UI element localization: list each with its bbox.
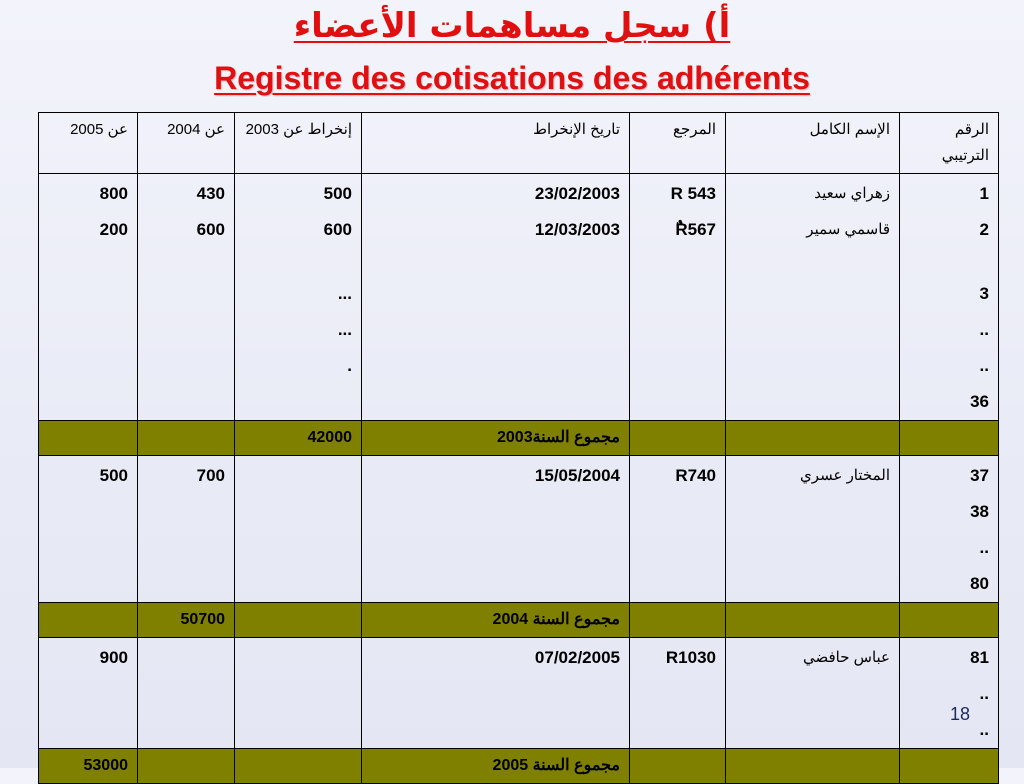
header-serial: الرقم الترتيبي: [900, 113, 999, 174]
subtotal-value: 42000: [235, 421, 362, 456]
reference-cell: [630, 638, 726, 749]
fee-2005-value: 800: [99, 184, 128, 203]
name-cell: [726, 174, 900, 421]
fee-2005-value: 200: [99, 220, 128, 239]
subtotal-empty-cell: [39, 603, 138, 638]
fee-2003-value: ...: [337, 284, 352, 303]
page-title-french-text: Registre des cotisations des adhérents: [214, 60, 810, 96]
member-reference: R 543: [670, 184, 716, 203]
serial-value: 1: [979, 184, 989, 203]
subtotal-empty-cell: [726, 749, 900, 784]
serial-value: 80: [970, 574, 989, 593]
subtotal-empty-cell: [630, 749, 726, 784]
fee-2004-cell: [138, 456, 235, 603]
header-join-date: تاريخ الإنخراط: [362, 113, 630, 174]
serial-value: ..: [979, 356, 989, 375]
join-date-cell: [362, 174, 630, 421]
serial-value: ..: [979, 320, 989, 339]
name-cell: [726, 638, 900, 749]
subtotal-row-2003: [39, 421, 999, 456]
subtotal-empty-cell: [235, 749, 362, 784]
header-full-name: الإسم الكامل: [726, 113, 900, 174]
member-reference: R1030: [665, 648, 716, 667]
fee-2003-cell: [235, 174, 362, 421]
subtotal-empty-cell: [39, 421, 138, 456]
header-fee-2005: عن 2005: [39, 113, 138, 174]
spacer: [909, 248, 989, 276]
table-row-block-2004: [39, 456, 999, 603]
fee-2004-value: 600: [196, 220, 225, 239]
member-name: زهراي سعيد: [814, 185, 890, 202]
fee-2003-value: 500: [323, 184, 352, 203]
serial-value: ..: [979, 684, 989, 703]
fee-2005-cell: [39, 174, 138, 421]
member-reference: R740: [675, 466, 716, 485]
header-fee-2003: إنخراط عن 2003: [235, 113, 362, 174]
subtotal-empty-cell: [138, 421, 235, 456]
subtotal-value: 50700: [138, 603, 235, 638]
subtotal-empty-cell: [630, 421, 726, 456]
name-cell: [726, 456, 900, 603]
header-reference: المرجع: [630, 113, 726, 174]
member-name: المختار عسري: [800, 467, 890, 484]
fee-2003-value: ...: [337, 320, 352, 339]
join-date: 07/02/2005: [534, 648, 620, 667]
member-name: قاسمي سمير: [806, 221, 890, 238]
subtotal-empty-cell: [726, 421, 900, 456]
join-date: 12/03/2003: [534, 220, 620, 239]
page-title-arabic-text: أ) سجل مساهمات الأعضاء: [293, 6, 731, 46]
subtotal-label: مجموع السنة2003: [362, 421, 630, 456]
join-date: 23/02/2003: [534, 184, 620, 203]
serial-value: 36: [970, 392, 989, 411]
fee-2003-cell: [235, 456, 362, 603]
serial-value: ..: [979, 720, 989, 739]
serial-cell: [900, 174, 999, 421]
fee-2005-cell: [39, 456, 138, 603]
serial-cell: [900, 456, 999, 603]
join-date-cell: [362, 638, 630, 749]
fee-2004-value: 430: [196, 184, 225, 203]
fee-2003-cell: [235, 638, 362, 749]
subtotal-row-2004: [39, 603, 999, 638]
subtotal-empty-cell: [900, 603, 999, 638]
subtotal-empty-cell: [138, 749, 235, 784]
subtotal-empty-cell: [900, 749, 999, 784]
subtotal-row-2005: [39, 749, 999, 784]
member-name: عباس حافضي: [802, 649, 890, 666]
join-date-cell: [362, 456, 630, 603]
header-fee-2004: عن 2004: [138, 113, 235, 174]
table-row-block-2005: [39, 638, 999, 749]
fee-2004-value: 700: [196, 466, 225, 485]
page-title-arabic: [0, 2, 1024, 50]
page-number: 18: [950, 704, 971, 724]
fee-2004-cell: [138, 638, 235, 749]
table-row-block-2003: [39, 174, 999, 421]
serial-value: ..: [979, 538, 989, 557]
serial-value: 37: [970, 466, 989, 485]
contributions-table: [38, 112, 999, 784]
fee-2005-cell: [39, 638, 138, 749]
subtotal-empty-cell: [630, 603, 726, 638]
table-header-row: [39, 113, 999, 174]
fee-2005-value: 500: [99, 466, 128, 485]
fee-2003-value: .: [347, 356, 352, 375]
subtotal-value: 53000: [39, 749, 138, 784]
subtotal-empty-cell: [235, 603, 362, 638]
subtotal-label: مجموع السنة 2005: [362, 749, 630, 784]
serial-value: 2: [979, 220, 989, 239]
spacer: [244, 248, 352, 276]
serial-value: 3: [979, 284, 989, 303]
join-date: 15/05/2004: [534, 466, 620, 485]
subtotal-label: مجموع السنة 2004: [362, 603, 630, 638]
serial-value: 81: [970, 648, 989, 667]
fee-2004-cell: [138, 174, 235, 421]
serial-value: 38: [970, 502, 989, 521]
serial-cell: [900, 638, 999, 749]
reference-cell: [630, 456, 726, 603]
page-title-french: [0, 56, 1024, 100]
member-reference: ٌR567: [675, 220, 716, 239]
subtotal-empty-cell: [726, 603, 900, 638]
reference-cell: [630, 174, 726, 421]
fee-2003-value: 600: [323, 220, 352, 239]
fee-2005-value: 900: [99, 648, 128, 667]
subtotal-empty-cell: [900, 421, 999, 456]
